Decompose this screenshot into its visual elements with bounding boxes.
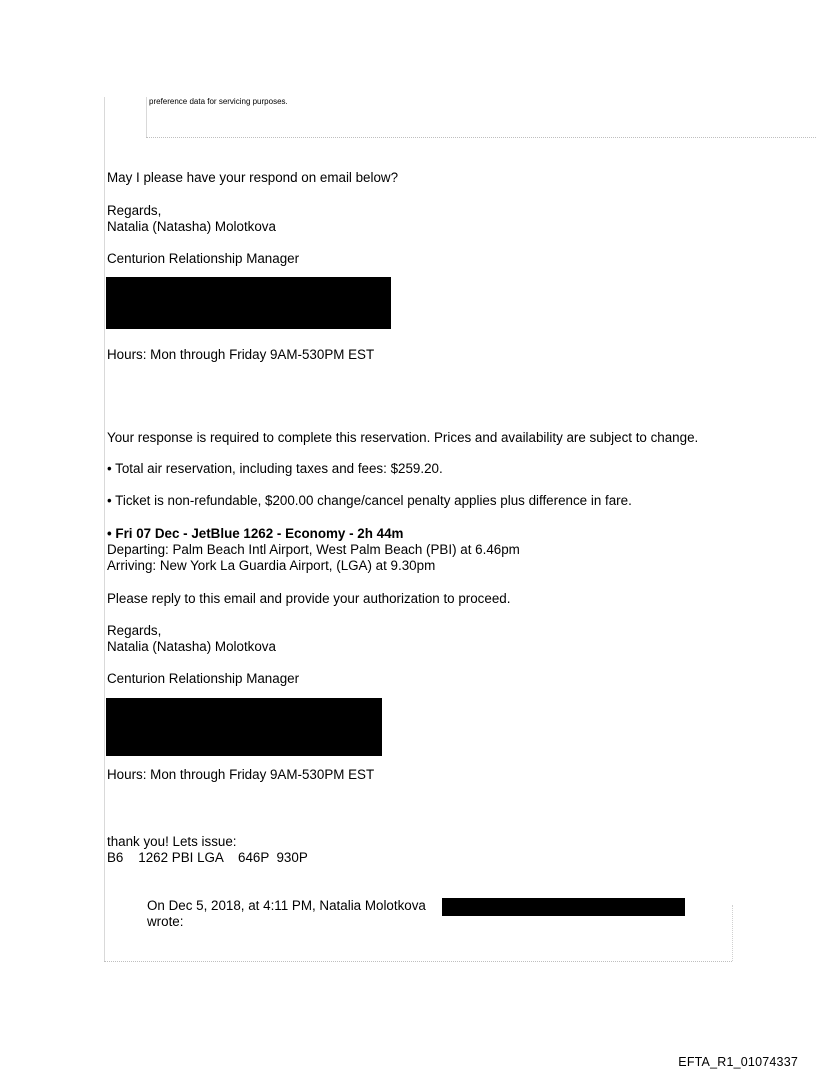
client-reply-line-2: B6 1262 PBI LGA 646P 930P — [107, 850, 308, 865]
signature-2-closing: Regards, — [107, 623, 162, 638]
quoted-header-fragment: preference data for servicing purposes. — [149, 97, 288, 106]
nested-quote-border-bottom — [146, 137, 816, 138]
client-reply-line-1: thank you! Lets issue: — [107, 834, 237, 849]
signature-2-hours: Hours: Mon through Friday 9AM-530PM EST — [107, 767, 375, 782]
reservation-intro: Your response is required to complete this reservation. Prices and availability are subject to change. — [107, 430, 699, 445]
authorization-request: Please reply to this email and provide your authorization to proceed. — [107, 591, 511, 606]
flight-arriving: Arriving: New York La Guardia Airport, (LGA) at 9.30pm — [107, 558, 436, 573]
signature-1-title: Centurion Relationship Manager — [107, 251, 300, 266]
bates-number: EFTA_R1_01074337 — [678, 1055, 798, 1069]
quote-border-bottom — [104, 961, 732, 962]
reservation-total-bullet: • Total air reservation, including taxes and fees: $259.20. — [107, 461, 443, 476]
signature-1-name: Natalia (Natasha) Molotkova — [107, 219, 276, 234]
signature-1-closing: Regards, — [107, 203, 162, 218]
signature-1-hours: Hours: Mon through Friday 9AM-530PM EST — [107, 347, 375, 362]
redaction-block-2 — [106, 698, 382, 756]
signature-2-name: Natalia (Natasha) Molotkova — [107, 639, 276, 654]
quote-border-left — [104, 97, 105, 961]
reservation-ticket-bullet: • Ticket is non-refundable, $200.00 change/cancel penalty applies plus difference in fare. — [107, 493, 632, 508]
flight-departing: Departing: Palm Beach Intl Airport, West Palm Beach (PBI) at 6.46pm — [107, 542, 520, 557]
reply-request-text: May I please have your respond on email below? — [107, 170, 399, 185]
nested-quote-border-left — [146, 97, 147, 137]
flight-heading: • Fri 07 Dec - JetBlue 1262 - Economy - 2h 44m — [107, 526, 404, 541]
signature-2-title: Centurion Relationship Manager — [107, 671, 300, 686]
redaction-block-1 — [106, 277, 391, 329]
quote-attribution-line-2: wrote: — [147, 914, 184, 929]
quote-attribution-line-1: On Dec 5, 2018, at 4:11 PM, Natalia Molotkova — [147, 898, 426, 913]
redaction-block-3 — [442, 898, 685, 916]
quote-border-right — [732, 905, 733, 961]
